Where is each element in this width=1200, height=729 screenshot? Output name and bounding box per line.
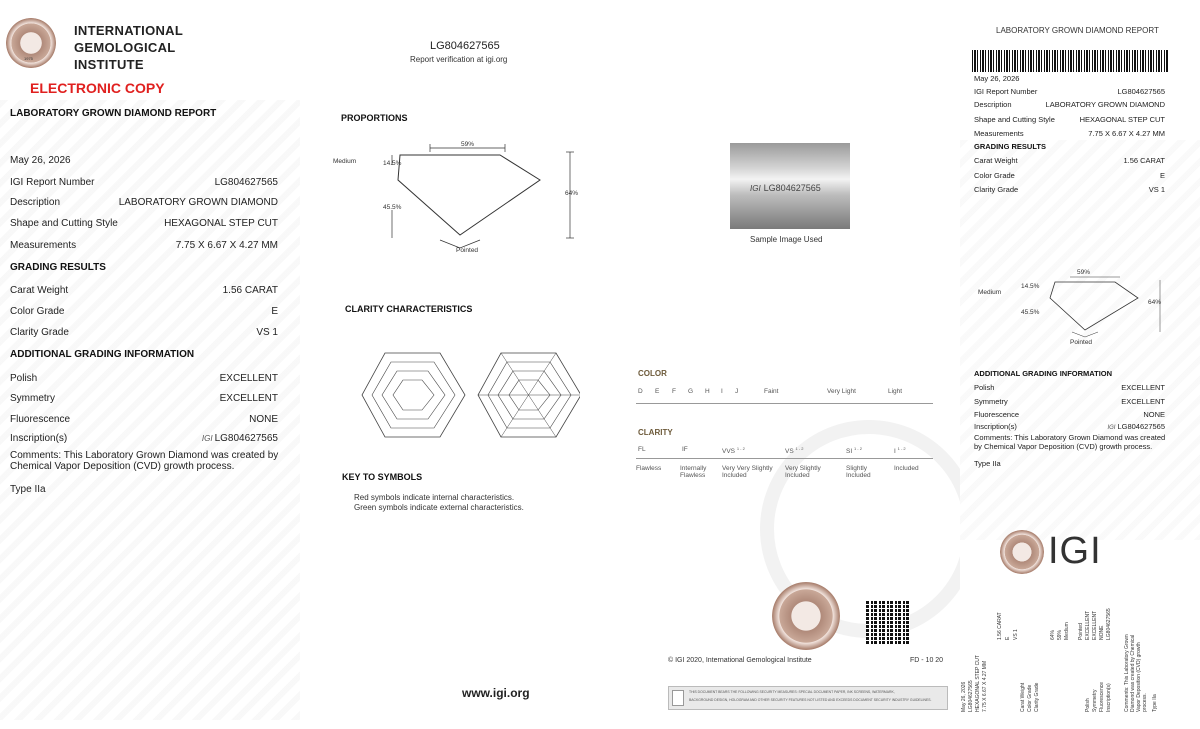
grading-label: Carat Weight bbox=[10, 285, 69, 296]
watermark-pattern bbox=[0, 100, 300, 720]
clarity-grade-code: SI bbox=[846, 448, 853, 456]
igi-seal-icon bbox=[1000, 530, 1044, 574]
right-depth-percent: 64% bbox=[1148, 299, 1162, 306]
mini-comments: Comments: This Laboratory Grown Diamond was created by Chemical Vapor Deposition (CVD) growth process. bbox=[1124, 634, 1148, 712]
right-field-label: Measurements bbox=[974, 129, 1024, 138]
mini-table: 59% bbox=[1057, 629, 1063, 640]
clarity-desc: Included bbox=[894, 465, 919, 472]
crown-view-diagram bbox=[362, 353, 465, 437]
right-additional-row bbox=[974, 383, 1165, 392]
pavilion-view-diagram bbox=[478, 353, 580, 437]
table-percent: 59% bbox=[461, 141, 475, 148]
document-icon bbox=[672, 690, 684, 706]
institute-name bbox=[74, 22, 183, 73]
color-scale-line bbox=[636, 403, 933, 404]
right-grading-value: E bbox=[1159, 171, 1165, 180]
field-label: Measurements bbox=[10, 240, 77, 251]
copyright: © IGI 2020, International Gemological Institute bbox=[668, 657, 812, 664]
color-grade: H bbox=[705, 388, 710, 395]
right-report-title: LABORATORY GROWN DIAMOND REPORT bbox=[996, 26, 1159, 35]
right-date: May 26, 2026 bbox=[974, 74, 1020, 83]
clarity-grade-code: I bbox=[894, 448, 896, 456]
mini-polish: EXCELLENT bbox=[1085, 610, 1091, 640]
right-grading-label: Clarity Grade bbox=[974, 185, 1019, 194]
color-grade: J bbox=[735, 388, 739, 395]
field-row bbox=[10, 197, 278, 208]
grading-row bbox=[10, 327, 278, 338]
mini-color-label: Color Grade bbox=[1027, 684, 1033, 712]
clarity-grade-sub: 1 - 2 bbox=[853, 446, 862, 451]
mini-fluorescence: NONE bbox=[1099, 625, 1105, 640]
mini-inscription: LG804627565 bbox=[1106, 608, 1112, 640]
color-range: Light bbox=[888, 388, 903, 395]
clarity-scale-title: CLARITY bbox=[638, 428, 673, 437]
report-number-header: LG804627565 bbox=[430, 40, 500, 52]
right-comments: Comments: This Laboratory Grown Diamond was created by Chemical Vapor Deposition (CVD) growth process. bbox=[974, 433, 1166, 451]
color-scale-title: COLOR bbox=[638, 369, 667, 378]
sample-inscription-text bbox=[750, 183, 821, 193]
right-culet-label: Pointed bbox=[1070, 339, 1093, 346]
field-label: Description bbox=[10, 197, 61, 208]
seal-year: 1975 bbox=[24, 56, 33, 61]
form-code: FD - 10 20 bbox=[910, 657, 944, 664]
right-additional-title: ADDITIONAL GRADING INFORMATION bbox=[974, 369, 1113, 378]
color-grade: G bbox=[688, 388, 694, 395]
verification-text: Report verification at igi.org bbox=[410, 55, 508, 64]
right-additional-row bbox=[974, 410, 1165, 419]
right-additional-value: EXCELLENT bbox=[1121, 397, 1165, 406]
right-field-label: Description bbox=[974, 100, 1012, 109]
color-grade: E bbox=[655, 388, 660, 395]
mini-clarity-label: Clarity Grade bbox=[1034, 682, 1040, 712]
grading-value: E bbox=[271, 306, 278, 317]
proportions-diagram bbox=[330, 130, 590, 260]
igi-inscription-icon: IGI bbox=[201, 434, 213, 443]
security-text-line2: BACKGROUND DESIGN, HOLOGRAM AND OTHER SECURITY FEATURES NOT LISTED AND EXCEEDS DOCUMENT SECURITY INDUSTRY GUIDELINES. bbox=[689, 698, 932, 702]
report-date: May 26, 2026 bbox=[10, 155, 71, 166]
grading-value: VS 1 bbox=[256, 327, 278, 338]
additional-row bbox=[10, 433, 278, 444]
mini-clarity: VS 1 bbox=[1013, 629, 1019, 640]
clarity-grade-sub: 1 - 2 bbox=[897, 446, 906, 451]
additional-value: EXCELLENT bbox=[219, 393, 278, 404]
mini-type: Type IIa bbox=[1152, 694, 1158, 712]
right-diamond-type: Type IIa bbox=[974, 459, 1001, 468]
grading-results-title: GRADING RESULTS bbox=[10, 262, 106, 273]
field-label: IGI Report Number bbox=[10, 177, 95, 188]
institute-name-line2: GEMOLOGICAL bbox=[74, 40, 176, 55]
sample-inscription-number: LG804627565 bbox=[763, 183, 821, 193]
barcode-icon bbox=[972, 50, 1168, 72]
right-additional-row bbox=[974, 422, 1165, 431]
sample-caption: Sample Image Used bbox=[750, 235, 823, 244]
clarity-grade bbox=[846, 446, 862, 455]
right-grading-row bbox=[974, 171, 1165, 180]
right-proportions-diagram bbox=[1010, 270, 1170, 340]
clarity-grade bbox=[785, 446, 804, 455]
field-row bbox=[10, 218, 278, 229]
igi-inscription-icon: IGI bbox=[750, 184, 761, 193]
mini-shape: HEXAGONAL STEP CUT bbox=[975, 655, 981, 712]
culet-label: Pointed bbox=[456, 247, 479, 254]
clarity-grade: IF bbox=[682, 446, 688, 453]
additional-grading-title: ADDITIONAL GRADING INFORMATION bbox=[10, 349, 195, 360]
right-field-label: IGI Report Number bbox=[974, 87, 1038, 96]
right-field-value: LABORATORY GROWN DIAMOND bbox=[1045, 100, 1165, 109]
mini-inscription-label: Inscription(s) bbox=[1106, 683, 1112, 712]
additional-row bbox=[10, 393, 278, 404]
security-text-line1: THIS DOCUMENT BEARS THE FOLLOWING SECURITY MEASURES: SPECIAL DOCUMENT PAPER, INK SCREENS, WATERMARK, bbox=[689, 690, 895, 694]
mini-polish-label: Polish bbox=[1085, 698, 1091, 712]
right-additional-label: Symmetry bbox=[974, 397, 1008, 406]
clarity-characteristics-title: CLARITY CHARACTERISTICS bbox=[345, 304, 473, 314]
right-field-label: Shape and Cutting Style bbox=[974, 115, 1055, 124]
right-grading-value: 1.56 CARAT bbox=[1123, 156, 1165, 165]
color-grade: I bbox=[721, 388, 723, 395]
field-row bbox=[10, 240, 278, 251]
comments: Comments: This Laboratory Grown Diamond was created by Chemical Vapor Deposition (CVD) growth process. bbox=[10, 450, 279, 472]
mini-fluorescence-label: Fluorescence bbox=[1099, 681, 1105, 712]
clarity-desc: Flawless bbox=[636, 465, 662, 472]
field-value: HEXAGONAL STEP CUT bbox=[164, 218, 278, 229]
clarity-grade bbox=[894, 446, 906, 455]
additional-label: Fluorescence bbox=[10, 414, 71, 425]
proportions-title: PROPORTIONS bbox=[341, 113, 408, 123]
clarity-grade-sub: 1 - 2 bbox=[736, 446, 745, 451]
clarity-desc: Very Slightly Included bbox=[785, 465, 821, 479]
right-field-row bbox=[974, 87, 1165, 96]
website-link[interactable]: www.igi.org bbox=[462, 686, 530, 700]
field-value: LG804627565 bbox=[214, 177, 278, 188]
right-crown-percent: 14.5% bbox=[1021, 283, 1040, 290]
diamond-type: Type IIa bbox=[10, 484, 46, 495]
key-external: Green symbols indicate external characteristics. bbox=[354, 503, 524, 512]
mini-symmetry: EXCELLENT bbox=[1092, 610, 1098, 640]
right-field-value: 7.75 X 6.67 X 4.27 MM bbox=[1088, 129, 1165, 138]
right-grading-label: Color Grade bbox=[974, 171, 1015, 180]
depth-percent: 64% bbox=[565, 190, 579, 197]
mini-culet: Pointed bbox=[1078, 623, 1084, 640]
igi-seal-icon bbox=[772, 582, 840, 650]
right-additional-row bbox=[974, 397, 1165, 406]
key-to-symbols-title: KEY TO SYMBOLS bbox=[342, 472, 423, 482]
right-grading-label: Carat Weight bbox=[974, 156, 1018, 165]
mini-carat-label: Carat Weight bbox=[1020, 682, 1026, 712]
institute-name-line1: INTERNATIONAL bbox=[74, 23, 184, 38]
right-field-row bbox=[974, 100, 1165, 109]
color-grade: D bbox=[638, 388, 643, 395]
clarity-desc: Slightly Included bbox=[846, 465, 871, 479]
grading-row bbox=[10, 306, 278, 317]
institute-name-line3: INSTITUTE bbox=[74, 57, 144, 72]
field-label: Shape and Cutting Style bbox=[10, 218, 118, 229]
clarity-grade-code: VVS bbox=[722, 448, 736, 456]
additional-row bbox=[10, 414, 278, 425]
mini-girdle: Medium bbox=[1064, 622, 1070, 640]
color-grade: F bbox=[672, 388, 676, 395]
right-panel bbox=[960, 0, 1200, 729]
right-pavilion-percent: 45.5% bbox=[1021, 309, 1040, 316]
right-table-percent: 59% bbox=[1077, 269, 1091, 276]
color-range: Faint bbox=[764, 388, 779, 395]
clarity-grade: FL bbox=[638, 446, 646, 453]
clarity-grade-code: VS bbox=[785, 448, 794, 456]
key-internal: Red symbols indicate internal characteristics. bbox=[354, 493, 515, 502]
mini-color: E bbox=[1005, 636, 1011, 640]
right-grading-value: VS 1 bbox=[1148, 185, 1165, 194]
field-value: 7.75 X 6.67 X 4.27 MM bbox=[175, 240, 278, 251]
right-additional-value: EXCELLENT bbox=[1121, 383, 1165, 392]
additional-label: Symmetry bbox=[10, 393, 55, 404]
field-value: LABORATORY GROWN DIAMOND bbox=[118, 197, 278, 208]
additional-label: Polish bbox=[10, 373, 38, 384]
right-additional-label: Fluorescence bbox=[974, 410, 1020, 419]
field-row bbox=[10, 177, 278, 188]
right-inscription-text: LG804627565 bbox=[1117, 422, 1165, 431]
right-date-row bbox=[974, 74, 1165, 83]
clarity-desc: Very Very Slightly Included bbox=[722, 465, 773, 479]
grading-row bbox=[10, 285, 278, 296]
pavilion-percent: 45.5% bbox=[383, 204, 402, 211]
clarity-scale-line bbox=[636, 458, 933, 459]
grading-label: Clarity Grade bbox=[10, 327, 69, 338]
right-inscription-value bbox=[1107, 422, 1165, 431]
color-range: Very Light bbox=[827, 388, 856, 395]
electronic-copy-label: ELECTRONIC COPY bbox=[30, 80, 165, 96]
grading-value: 1.56 CARAT bbox=[222, 285, 278, 296]
mini-symmetry-label: Symmetry bbox=[1092, 689, 1098, 712]
additional-row bbox=[10, 373, 278, 384]
right-additional-label: Polish bbox=[974, 383, 995, 392]
report-date-row bbox=[10, 155, 278, 166]
clarity-plot-diagrams bbox=[360, 350, 580, 440]
igi-brand-logo: IGI bbox=[1048, 530, 1102, 572]
right-additional-value: NONE bbox=[1143, 410, 1165, 419]
right-grading-row bbox=[974, 156, 1165, 165]
right-grading-results-title: GRADING RESULTS bbox=[974, 142, 1046, 151]
crown-percent: 14.5% bbox=[383, 160, 402, 167]
igi-inscription-icon: IGI bbox=[1107, 425, 1116, 431]
right-field-row bbox=[974, 129, 1165, 138]
right-field-value: LG804627565 bbox=[1117, 87, 1165, 96]
mini-depth: 64% bbox=[1050, 629, 1056, 640]
security-strip bbox=[668, 686, 948, 710]
right-additional-label: Inscription(s) bbox=[974, 422, 1017, 431]
right-field-value: HEXAGONAL STEP CUT bbox=[1079, 115, 1165, 124]
girdle-label: Medium bbox=[333, 158, 357, 165]
additional-value: NONE bbox=[249, 414, 278, 425]
report-title: LABORATORY GROWN DIAMOND REPORT bbox=[10, 108, 217, 119]
right-girdle-label: Medium bbox=[978, 289, 1002, 296]
right-grading-row bbox=[974, 185, 1165, 194]
grading-label: Color Grade bbox=[10, 306, 65, 317]
clarity-grade bbox=[722, 446, 745, 455]
mini-measurements: 7.75 X 6.67 X 4.27 MM bbox=[982, 660, 988, 712]
inscription-text: LG804627565 bbox=[214, 433, 278, 444]
clarity-grade-sub: 1 - 2 bbox=[795, 446, 804, 451]
additional-value: EXCELLENT bbox=[219, 373, 278, 384]
right-field-row bbox=[974, 115, 1165, 124]
inscription-value bbox=[202, 433, 278, 444]
additional-label: Inscription(s) bbox=[10, 433, 68, 444]
qr-code-icon[interactable] bbox=[866, 600, 910, 644]
mini-carat: 1.56 CARAT bbox=[997, 612, 1003, 640]
mini-date: May 26, 2026 bbox=[961, 681, 967, 712]
clarity-desc: Internally Flawless bbox=[680, 465, 707, 479]
mini-number: LG804627565 bbox=[968, 680, 974, 712]
